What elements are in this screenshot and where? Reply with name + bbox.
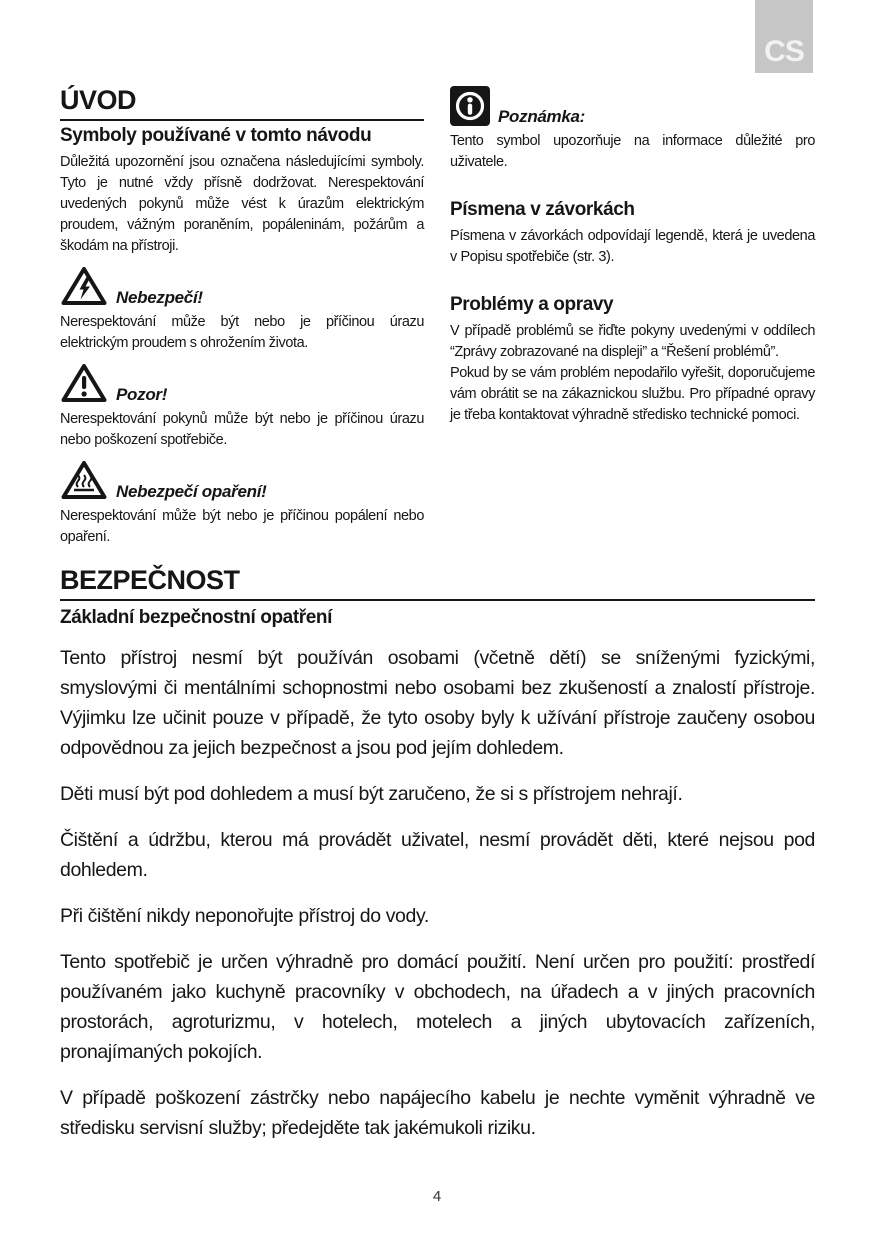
problems-body-2: Pokud by se vám problém nepodařilo vyřešit, doporučujeme vám obrátit se na zákaznickou službu. Pro případné opravy je třeba kontaktovat výhradně středisko technické pomoci. (450, 364, 815, 423)
note-label: Poznámka: (498, 107, 586, 126)
intro-title: ÚVOD (60, 86, 424, 121)
safety-paragraph: V případě poškození zástrčky nebo napájecího kabelu je nechte vyměnit výhradně ve středisku servisní služby; předejděte tak jakémukoli riziku. (60, 1087, 815, 1140)
warning-danger-body: Nerespektování může být nebo je příčinou úrazu elektrickým proudem s ohrožením života. (60, 314, 424, 352)
safety-section (60, 566, 815, 1143)
safety-paragraph: Děti musí být pod dohledem a musí být zaručeno, že si s přístrojem nehrají. (60, 783, 683, 806)
safety-title: BEZPEČNOST (60, 566, 815, 601)
warning-scalding (60, 459, 424, 501)
warning-scalding-body: Nerespektování může být nebo je příčinou popálení nebo opaření. (60, 508, 424, 546)
safety-paragraph: Tento přístroj nesmí být používán osobami (včetně dětí) se sníženými fyzickými, smyslovými či mentálními schopnostmi nebo osobami bez zkušeností a znalostí přístroje. Výjimku lze učinit pouze v případě, že tyto osoby byly k užívání přístroje zaučeny osobou odpovědnou za jejich bezpečnost a jsou pod jejím dohledem. (60, 647, 815, 760)
exclamation-triangle-icon (60, 362, 108, 404)
safety-subheading: Základní bezpečnostní opatření (60, 607, 332, 629)
page-number: 4 (432, 1188, 442, 1205)
problems-heading: Problémy a opravy (450, 293, 614, 315)
warning-scalding-label: Nebezpečí opaření! (116, 482, 267, 502)
intro-left-column (60, 86, 424, 548)
warning-danger-label: Nebezpečí! (116, 288, 203, 308)
language-badge: CS (755, 0, 813, 73)
safety-paragraph: Při čištění nikdy neponořujte přístroj do vody. (60, 905, 429, 928)
symbols-body: Důležitá upozornění jsou označena následujícími symboly. Tyto je nutné vždy přísně dodržovat. Nerespektování uvedených pokynů může vést k úrazům elektrickým proudem, vážným poraněním, popáleninám, požárům a škodám na přístroji. (60, 154, 424, 255)
symbols-heading: Symboly používané v tomto návodu (60, 125, 372, 147)
hot-surface-triangle-icon (60, 459, 108, 501)
intro-right-column (450, 86, 815, 426)
warning-danger (60, 265, 424, 307)
warning-caution-body: Nerespektování pokynů může být nebo je příčinou úrazu nebo poškození spotřebiče. (60, 411, 424, 449)
warning-caution-label: Pozor! (116, 385, 168, 405)
note-body: Tento symbol upozorňuje na informace důležité pro uživatele. (450, 133, 815, 170)
warning-caution (60, 362, 424, 404)
safety-paragraph: Čištění a údržbu, kterou má provádět uživatel, nesmí provádět děti, které nejsou pod dohledem. (60, 829, 815, 882)
info-icon (450, 86, 490, 126)
letters-body: Písmena v závorkách odpovídají legendě, která je uvedena v Popisu spotřebiče (str. 3). (450, 227, 815, 265)
letters-heading: Písmena v závorkách (450, 199, 635, 220)
problems-body-1: V případě problémů se řiďte pokyny uvedenými v oddílech “Zprávy zobrazované na displeji” a “Řešení problémů”. (450, 322, 815, 360)
lightning-triangle-icon (60, 265, 108, 307)
safety-paragraph: Tento spotřebič je určen výhradně pro domácí použití. Není určen pro použití: prostředí používaném jako kuchyně pracovníky v obchodech, na úřadech a v jiných pracovních prostorách, agroturizmu, v hotelech, motelech a jiných ubytovacích zařízeních, pronajímaných pokojích. (60, 951, 815, 1064)
note-block (450, 86, 815, 126)
